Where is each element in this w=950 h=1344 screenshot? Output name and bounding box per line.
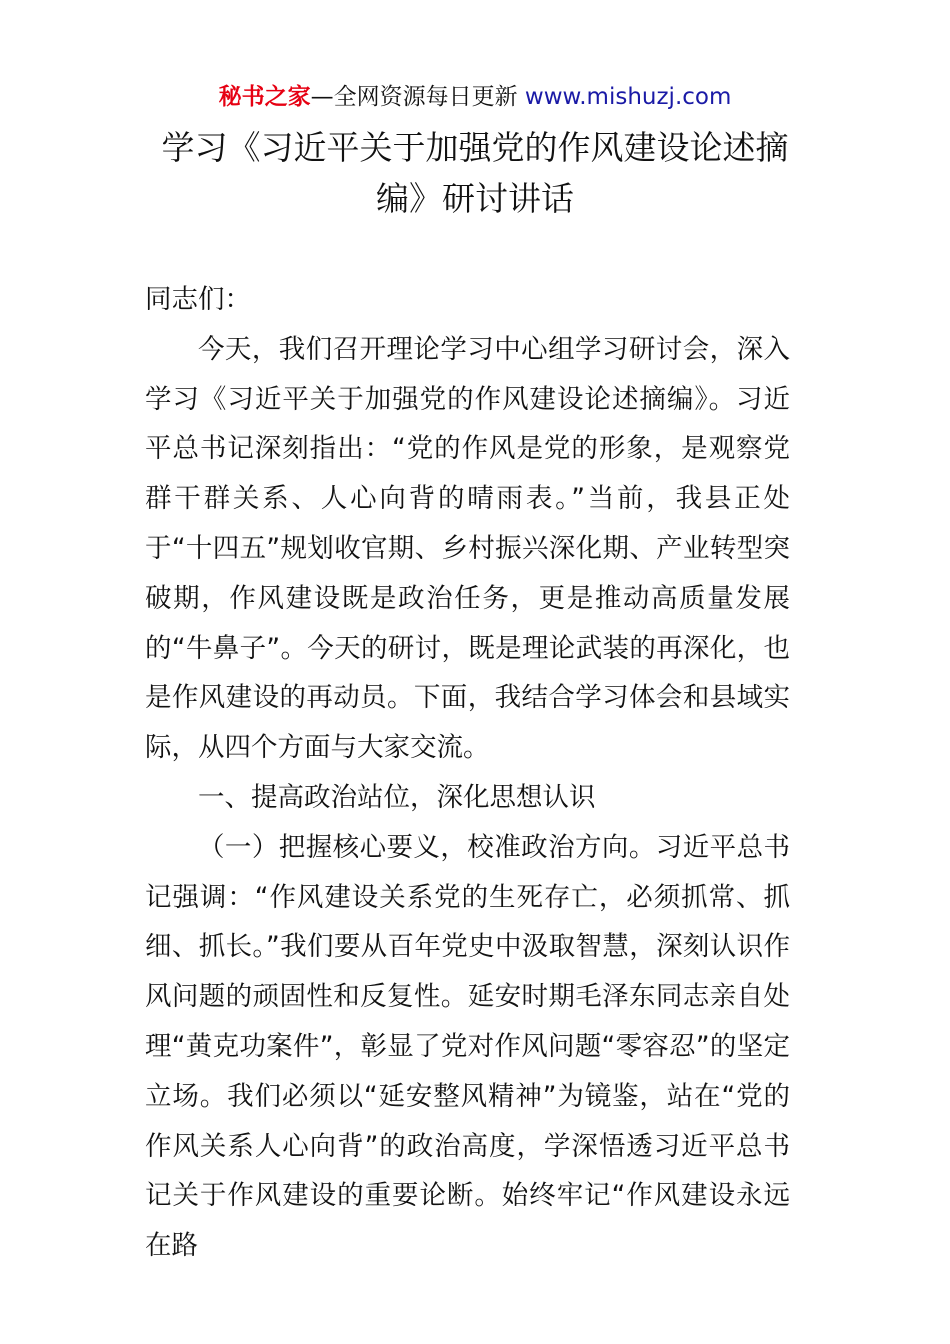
- section-paragraph: （一）把握核心要义，校准政治方向。习近平总书记强调：“作风建设关系党的生死存亡，必须抓常、抓细、抓长。”我们要从百年党史中汲取智慧，深刻认识作风问题的顽固性和反复性。延安时期毛泽东同志亲自处理“黄克功案件”，彰显了党对作风问题“零容忍”的坚定立场。我们必须以“延安整风精神”为镜鉴，站在“党的作风关系人心向背”的政治高度，学深悟透习近平总书记关于作风建设的重要论断。始终牢记“作风建设永远在路: [145, 831, 790, 1262]
- intro-paragraph: 今天，我们召开理论学习中心组学习研讨会，深入学习《习近平关于加强党的作风建设论述摘编》。习近平总书记深刻指出：“党的作风是党的形象，是观察党群干群关系、人心向背的晴雨表。”当前，我县正处于“十四五”规划收官期、乡村振兴深化期、产业转型突破期，作风建设既是政治任务，更是推动高质量发展的“牛鼻子”。今天的研讨，既是理论武装的再深化，也是作风建设的再动员。下面，我结合学习体会和县域实际，从四个方面与大家交流。: [145, 333, 790, 764]
- section-heading: 一、提高政治站位，深化思想认识: [198, 781, 596, 813]
- salutation: 同志们：: [145, 284, 251, 315]
- site-tagline: —全网资源每日更新: [310, 84, 525, 110]
- document-title: 学习《习近平关于加强党的作风建设论述摘编》研讨讲话: [161, 128, 789, 218]
- site-url[interactable]: www.mishuzj.com: [524, 84, 732, 110]
- site-brand: 秘书之家: [218, 84, 311, 110]
- document-body: [145, 275, 790, 1271]
- site-header: [0, 80, 950, 114]
